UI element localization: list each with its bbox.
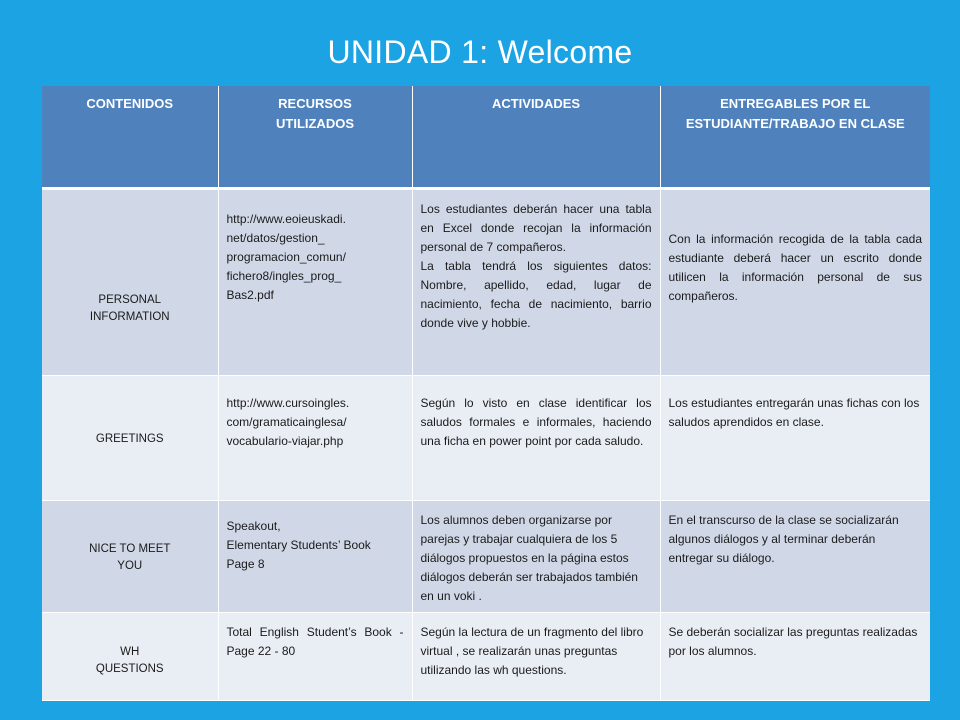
recursos-cell: http://www.cursoingles. com/gramaticainglesa/ vocabulario-viajar.php: [218, 375, 412, 500]
recursos-cell: Speakout, Elementary Students’ Book Page 8: [218, 500, 412, 612]
contenido-cell: PERSONAL INFORMATION: [42, 188, 218, 375]
recursos-cell: Total English Student’s Book - Page 22 - 80: [218, 612, 412, 700]
recursos-cell: http://www.eoieuskadi. net/datos/gestion_ programacion_comun/ fichero8/ingles_prog_ Bas2.pdf: [218, 188, 412, 375]
entregables-cell: Con la información recogida de la tabla cada estudiante deberá hacer un escrito donde utilicen la información personal de sus compañeros.: [660, 188, 930, 375]
table-row: [42, 188, 930, 375]
slide-title: UNIDAD 1: Welcome: [327, 34, 633, 70]
actividades-cell: Los estudiantes deberán hacer una tabla en Excel donde recojan la información personal de 7 compañeros. La tabla tendrá los siguientes datos: Nombre, apellido, edad, lugar de nacimiento, fecha de nacimiento, barrio donde vive y hobbie.: [412, 188, 660, 375]
contenido-cell: NICE TO MEET YOU: [42, 500, 218, 612]
table-row: [42, 375, 930, 500]
header-contenidos: CONTENIDOS: [42, 86, 218, 188]
header-recursos: RECURSOS UTILIZADOS: [218, 86, 412, 188]
unit-plan-table: [42, 86, 930, 701]
contenido-cell: WH QUESTIONS: [42, 612, 218, 700]
header-actividades: ACTIVIDADES: [412, 86, 660, 188]
entregables-cell: En el transcurso de la clase se socializarán algunos diálogos y al terminar deberán entregar su diálogo.: [660, 500, 930, 612]
entregables-cell: Se deberán socializar las preguntas realizadas por los alumnos.: [660, 612, 930, 700]
actividades-cell: Según lo visto en clase identificar los saludos formales e informales, haciendo una ficha en power point por cada saludo.: [412, 375, 660, 500]
header-entregables: ENTREGABLES POR EL ESTUDIANTE/TRABAJO EN CLASE: [660, 86, 930, 188]
actividades-cell: Los alumnos deben organizarse por parejas y trabajar cualquiera de los 5 diálogos propuestos en la página estos diálogos deberán ser trabajados también en un voki .: [412, 500, 660, 612]
entregables-cell: Los estudiantes entregarán unas fichas con los saludos aprendidos en clase.: [660, 375, 930, 500]
contenido-cell: GREETINGS: [42, 375, 218, 500]
table-row: [42, 500, 930, 612]
table-row: [42, 612, 930, 700]
table-header-row: [42, 86, 930, 188]
actividades-cell: Según la lectura de un fragmento del libro virtual , se realizarán unas preguntas utilizando las wh questions.: [412, 612, 660, 700]
